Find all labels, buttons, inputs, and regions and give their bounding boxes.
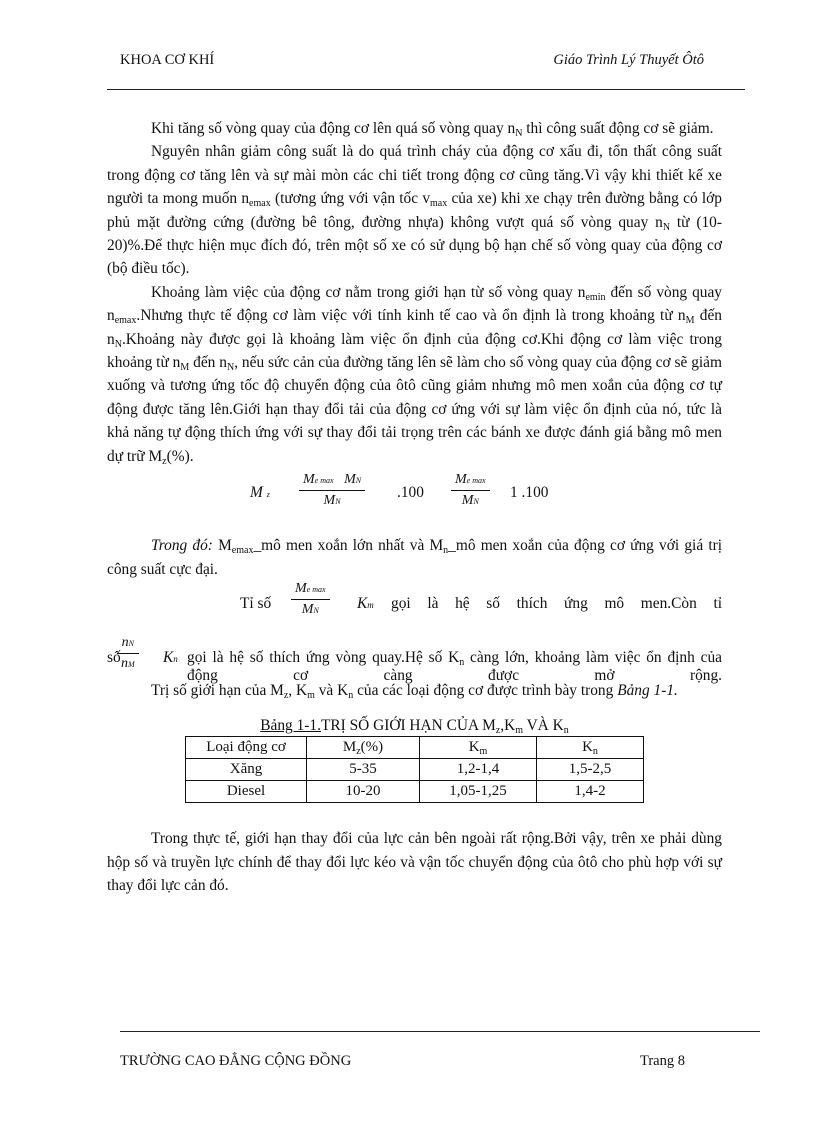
engine-limits-table <box>185 736 644 803</box>
footer-left: TRƯỜNG CAO ĐẲNG CỘNG ĐỒNG <box>120 1053 352 1069</box>
formula-fraction-2: Me max MN <box>451 472 490 509</box>
km-label: Tỉ số <box>240 594 272 612</box>
formula-mz <box>107 472 722 530</box>
paragraph-2: Nguyên nhân giảm công suất là do quá trình cháy của động cơ xấu đi, tổn thất công suất trong động cơ tăng lên và sự mài mòn các chi tiết trong động cơ cũng tăng.Vì vậy khi thiết kế xe người ta mong muốn $n_{emax}$ (tương ứng với vận tốc $v_{max}$ của xe) khi xe chạy trên đường bằng có lớp phủ mặt đường cứng (đường bê tông, đường nhựa) không vượt quá số vòng quay $n_N$ từ (10-20)%.Để thực hiện mục đích đó, trên một số xe có sử dụng bộ hạn chế số vòng quay của động cơ (bộ điều tốc). <box>107 143 722 278</box>
cell-type: Diesel <box>186 781 307 803</box>
km-fraction: Me max MN <box>291 581 330 618</box>
header-mz: $M_z(\%)$ <box>307 737 420 759</box>
header-engine-type: Loại động cơ <box>186 737 307 759</box>
paragraph-8: Trong thực tế, giới hạn thay đổi của lực cản bên ngoài rất rộng.Bởi vậy, trên xe phải dùng hộp số và truyền lực chính để thay đổi lực kéo và vận tốc chuyển động của ôtô cho phù hợp với sự thay đổi lực cản đó. <box>107 830 722 895</box>
km-definition-line <box>107 581 722 633</box>
cell-mz: 5-35 <box>307 759 420 781</box>
table-caption: Bảng 1-1.TRỊ SỐ GIỚI HẠN CỦA $M_z,K_m$ VÀ $K_n$ <box>260 717 569 737</box>
paragraph-7: Trị số giới hạn của $M_z$, $K_m$ và $K_n$ của các loại động cơ được trình bày trong Bảng 1-1. <box>151 681 678 701</box>
cell-km: 1,05-1,25 <box>420 781 537 803</box>
header-km: $K_m$ <box>420 737 537 759</box>
header-kn: $K_n$ <box>537 737 644 759</box>
header-left: KHOA CƠ KHÍ <box>120 52 215 68</box>
formula-fraction-1: Me max MN MN <box>299 472 365 509</box>
header-rule <box>107 89 745 90</box>
header-right: Giáo Trình Lý Thuyết Ôtô <box>553 52 704 68</box>
page-body <box>107 117 722 898</box>
formula-tail-2: 1 .100 <box>510 484 549 502</box>
paragraph-4: Trong đó: $M_{emax}\_mô$ men xoắn lớn nhất và $M_n\_mô$ men xoắn của động cơ ứng với giá trị công suất cực đại. <box>107 537 723 578</box>
cell-kn: 1,5-2,5 <box>537 759 644 781</box>
kn-definition-line <box>107 633 722 683</box>
cell-type: Xăng <box>186 759 307 781</box>
cell-km: 1,2-1,4 <box>420 759 537 781</box>
table-row <box>186 781 644 803</box>
page-number: Trang 8 <box>640 1053 685 1069</box>
formula-tail-1: .100 <box>397 484 424 502</box>
kn-fraction: $\frac{nN}{nM}$ <box>117 635 139 672</box>
formula-lhs: M z <box>250 484 270 502</box>
kn-text: gọi là hệ số thích ứng vòng quay.Hệ số $K_n$ càng lớn, khoảng làm việc ổn định của động cơ càng được mở rộng. <box>187 648 722 684</box>
footer-rule <box>120 1031 760 1032</box>
paragraph-1: Khi tăng số vòng quay của động cơ lên quá số vòng quay $n_N$ thì công suất động cơ sẽ giảm. <box>151 120 714 139</box>
cell-kn: 1,4-2 <box>537 781 644 803</box>
table-row <box>186 759 644 781</box>
kn-symbol: Kn <box>163 648 178 666</box>
km-symbol: Km <box>357 594 374 612</box>
kn-label: số <box>107 648 121 666</box>
cell-mz: 10-20 <box>307 781 420 803</box>
paragraph-3: Khoảng làm việc của động cơ nằm trong giới hạn từ số vòng quay $n_{emin}$ đến số vòng quay $n_{emax}.Nhưng$ thực tế động cơ làm việc với tính kinh tế cao và ổn định là trong khoảng từ $n_M$ đến $n_N.Khoảng$ này được gọi là khoảng làm việc ổn định của động cơ.Khi động cơ làm việc trong khoảng từ $n_M$ đến $n_N$, nếu sức cản của đường tăng lên sẽ làm cho số vòng quay của động cơ sẽ giảm xuống và tương ứng tốc độ chuyển động của ôtô cũng giảm nhưng mô men xoắn của động cơ tự động được tăng lên.Giới hạn thay đổi tải của động cơ ứng với sự làm việc ổn định của nó, tức là khả năng tự động thích ứng với sự thay đổi tải trọng trên các bánh xe được đánh giá bằng mô men dự trữ $M_z(\%)$. <box>107 283 722 467</box>
table-header-row <box>186 737 644 759</box>
km-text: gọi là hệ số thích ứng mô men.Còn tỉ <box>391 594 722 612</box>
